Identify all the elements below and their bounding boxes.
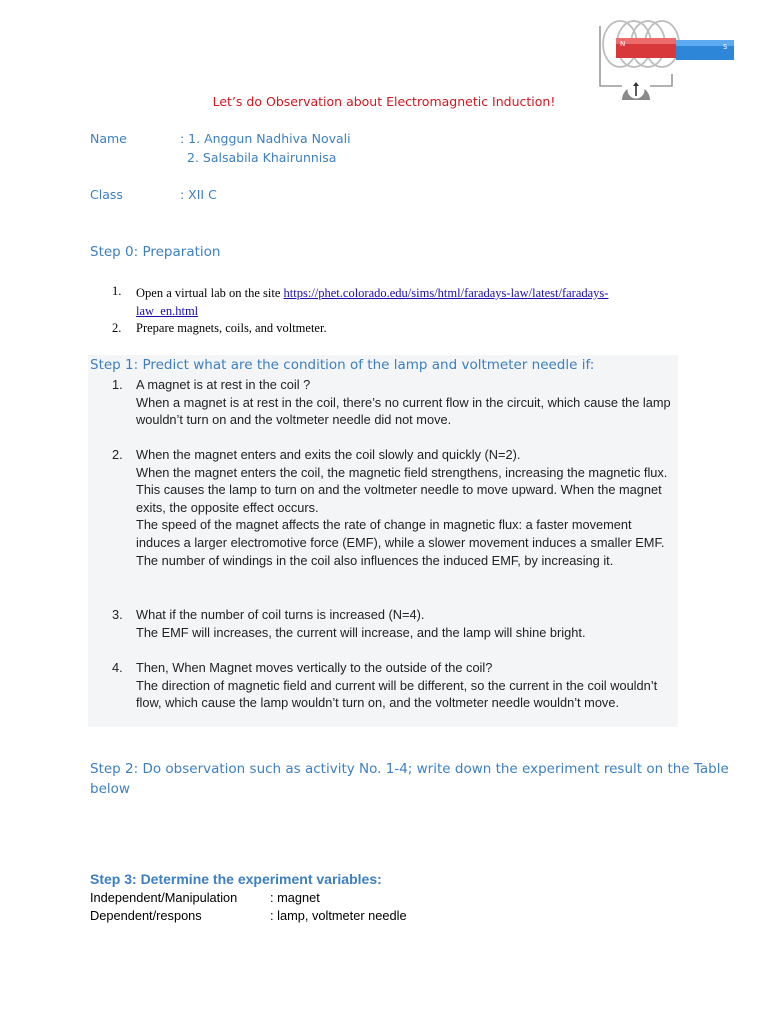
magnet-coil-illustration xyxy=(590,14,740,106)
step0-heading: Step 0: Preparation xyxy=(90,244,221,260)
var-dependent-label: Dependent/respons xyxy=(90,908,202,923)
q3-block xyxy=(136,606,676,641)
step0-item-1: Open a virtual lab on the site https://phet.colorado.edu/sims/html/faradays-law/latest/faradays- law_en.html xyxy=(136,286,609,318)
q3-num: 3. xyxy=(112,607,123,622)
step3-heading: Step 3: Determine the experiment variables: xyxy=(90,871,382,887)
magnet-n-label: N xyxy=(620,40,626,48)
name-label: Name xyxy=(90,131,127,146)
phet-link[interactable]: https://phet.colorado.edu/sims/html/faradays-law/latest/faradays- law_en.html xyxy=(136,286,609,318)
var-dependent-value: : lamp, voltmeter needle xyxy=(270,908,407,923)
var-independent-value: : magnet xyxy=(270,890,320,905)
q2-block xyxy=(136,446,676,569)
q2-answer: When the magnet enters the coil, the magnetic field strengthens, increasing the magnetic flux. This causes the lamp to turn on and the voltmeter needle to move upward. When the magnet exits, the opposite effect occurs. xyxy=(136,464,668,515)
q2-question: When the magnet enters and exits the coil slowly and quickly (N=2). xyxy=(136,447,521,462)
q4-num: 4. xyxy=(112,660,123,675)
step0-item-2-num: 2. xyxy=(112,321,122,335)
class-value: : XII C xyxy=(180,187,217,202)
magnet-s-label: S xyxy=(723,43,728,51)
class-label: Class xyxy=(90,187,123,202)
page-title: Let’s do Observation about Electromagnetic Induction! xyxy=(212,94,556,109)
step0-item-1-num: 1. xyxy=(112,284,122,298)
q1-question: A magnet is at rest in the coil ? xyxy=(136,377,311,392)
q2-answer-2: The speed of the magnet affects the rate of change in magnetic flux: a faster movement induces a larger electromotive force (EMF), while a slower movement induces a smaller EMF. The number of windings in the coil also influences the induced EMF, by increasing it. xyxy=(136,517,665,568)
var-independent-label: Independent/Manipulation xyxy=(90,890,238,905)
q3-answer: The EMF will increases, the current will increase, and the lamp will shine bright. xyxy=(136,624,586,640)
q1-num: 1. xyxy=(112,377,123,392)
step1-heading: Step 1: Predict what are the condition of the lamp and voltmeter needle if: xyxy=(90,357,595,373)
q4-question: Then, When Magnet moves vertically to the outside of the coil? xyxy=(136,660,493,675)
q3-question: What if the number of coil turns is increased (N=4). xyxy=(136,607,425,622)
q1-block xyxy=(136,376,676,429)
step2-heading: Step 2: Do observation such as activity No. 1-4; write down the experiment result on the Table below xyxy=(90,761,729,797)
q2-num: 2. xyxy=(112,447,123,462)
step0-item-2: Prepare magnets, coils, and voltmeter. xyxy=(136,321,327,335)
q4-answer: The direction of magnetic field and current will be different, so the current in the coil wouldn’t flow, which cause the lamp wouldn’t turn on, and the voltmeter needle wouldn’t move. xyxy=(136,677,658,711)
q1-answer: When a magnet is at rest in the coil, there’s no current flow in the circuit, which cause the lamp wouldn’t turn on and the voltmeter needle did not move. xyxy=(136,394,671,428)
name-1: : 1. Anggun Nadhiva Novali xyxy=(180,131,351,146)
name-2: 2. Salsabila Khairunnisa xyxy=(187,150,337,165)
q4-block xyxy=(136,659,676,712)
